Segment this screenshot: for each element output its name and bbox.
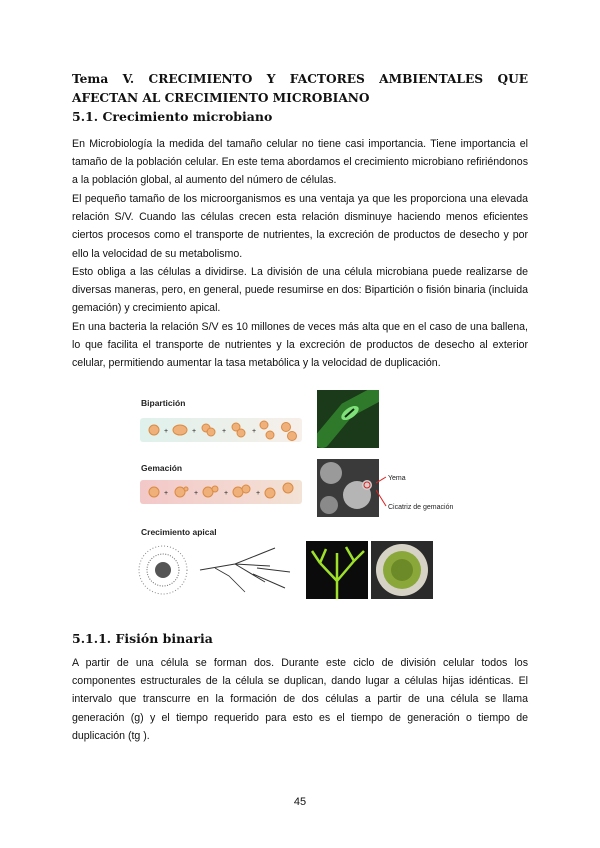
svg-text:+: + bbox=[256, 490, 261, 497]
apical-colony-photo bbox=[371, 541, 433, 599]
label-yema: Yema bbox=[388, 475, 406, 482]
svg-text:+: + bbox=[164, 490, 169, 497]
paragraph-1: En Microbiología la medida del tamaño celular no tiene casi importancia. Tiene importancia el tamaño de la población celular. En este tema abordamos el crecimiento microbiano refiriéndonos a la población global, al aumento del número de células. bbox=[72, 138, 528, 187]
svg-text:+: + bbox=[194, 490, 199, 497]
gemacion-strip bbox=[140, 477, 302, 507]
label-apical: Crecimiento apical bbox=[141, 527, 217, 537]
subsection-paragraph: A partir de una célula se forman dos. Durante este ciclo de división celular todos los componentes estructurales de la célula se duplican, dando lugar a células hijas idénticas. El intervalo que transcurre en la formación de dos células a partir de una célula se llama generación (g) y el tiempo requerido para esto es el tiempo de generación o tiempo de duplicación (tg ). bbox=[72, 657, 528, 742]
label-biparticion: Bipartición bbox=[141, 398, 186, 408]
svg-text:+: + bbox=[252, 428, 257, 435]
biparticion-strip bbox=[140, 415, 302, 445]
svg-text:+: + bbox=[192, 428, 197, 435]
svg-text:+: + bbox=[222, 428, 227, 435]
label-gemacion: Gemación bbox=[141, 463, 183, 473]
paragraph-2: El pequeño tamaño de los microorganismos es una ventaja ya que les proporciona una elevada relación S/V. Cuando las células crecen esta relación disminuye haciendo menos eficientes ciertos procesos como el transporte de nutrientes, la excreción de productos de desecho y por ello la velocidad de su metabolismo. bbox=[72, 193, 528, 260]
section-heading: 5.1. Crecimiento microbiano bbox=[72, 109, 273, 124]
chapter-title: Tema V. CRECIMIENTO Y FACTORES AMBIENTALES QUE AFECTAN AL CRECIMIENTO MICROBIANO bbox=[72, 72, 528, 105]
label-cicatriz: Cicatriz de gemación bbox=[388, 504, 454, 511]
paragraph-3: Esto obliga a las células a dividirse. La división de una célula microbiana puede realizarse de diversas maneras, pero, en general, puede resumirse en dos: Bipartición o fisión binaria (incluida gemación) y crecimiento apical. bbox=[72, 266, 528, 315]
apical-colony-drawing bbox=[135, 542, 195, 598]
svg-text:+: + bbox=[224, 490, 229, 497]
biparticion-micrograph bbox=[317, 390, 379, 448]
subsection-heading: 5.1.1. Fisión binaria bbox=[72, 631, 213, 646]
apical-micrograph-green bbox=[306, 541, 368, 599]
gemacion-annotations bbox=[376, 470, 466, 514]
apical-hyphae-drawing bbox=[195, 542, 305, 598]
paragraph-4: En una bacteria la relación S/V es 10 millones de veces más alta que en el caso de una ballena, lo que facilita el transporte de nutrientes y la excreción de productos de desecho al exterior celular, permitiendo aumentar la tasa metabólica y la velocidad de duplicación. bbox=[72, 321, 528, 370]
gemacion-micrograph bbox=[317, 459, 379, 517]
page-number: 45 bbox=[293, 796, 307, 808]
svg-text:+: + bbox=[164, 428, 169, 435]
